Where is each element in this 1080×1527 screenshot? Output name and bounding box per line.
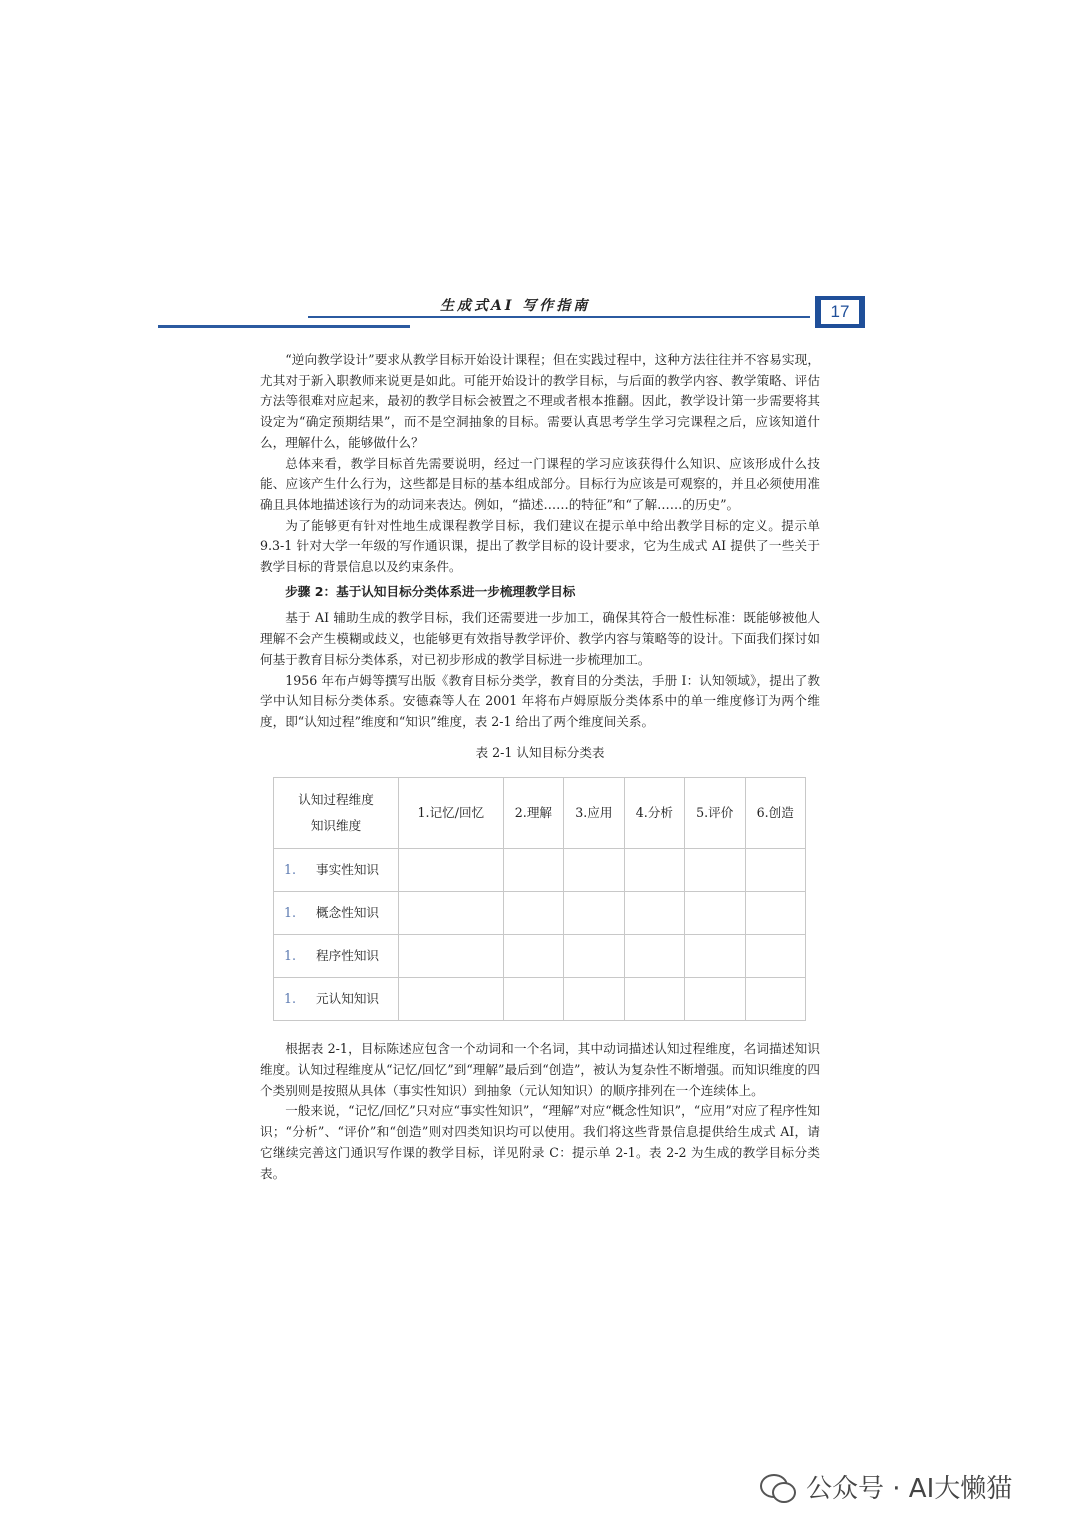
table-cell xyxy=(685,978,745,1021)
row-number: 1. xyxy=(284,905,297,920)
table-caption: 表 2-1 认知目标分类表 xyxy=(475,744,605,760)
page-number-box xyxy=(815,296,865,328)
table-row xyxy=(274,978,806,1021)
table-row xyxy=(274,849,806,892)
table-cell xyxy=(564,892,624,935)
column-header: 3.应用 xyxy=(564,778,624,849)
table-row xyxy=(274,935,806,978)
column-header: 1.记忆/回忆 xyxy=(399,778,504,849)
table-cell xyxy=(745,849,806,892)
row-label: 概念性知识 xyxy=(316,905,379,920)
paragraph: 根据表 2-1，目标陈述应包含一个动词和一个名词，其中动词描述认知过程维度，名词描述知识维度。认知过程维度从“记忆/回忆”到“理解”最后到“创造”，被认为复杂性不断增强。而知识维度的四个类别则是按照从具体（事实性知识）到抽象（元认知知识）的顺序排列在一个连续体上。 xyxy=(260,1041,820,1098)
row-label: 事实性知识 xyxy=(316,862,379,877)
table-cell xyxy=(503,978,563,1021)
column-header: 2.理解 xyxy=(503,778,563,849)
row-label-cell xyxy=(274,849,399,892)
row-label-cell xyxy=(274,935,399,978)
table-cell xyxy=(624,935,684,978)
wechat-icon xyxy=(760,1472,796,1502)
table-cell xyxy=(399,978,504,1021)
table-cell xyxy=(399,935,504,978)
row-label-cell xyxy=(274,892,399,935)
paragraph: 1956 年布卢姆等撰写出版《教育目标分类学，教育目的分类法，手册 I：认知领域》，提出了教学中认知目标分类体系。安德森等人在 2001 年将布卢姆原版分类体系中的单一维度修订为两个维度，即“认知过程”维度和“知识”维度，表 2-1 给出了两个维度间关系。 xyxy=(260,672,820,729)
taxonomy-table xyxy=(273,777,806,1021)
table-row xyxy=(274,892,806,935)
table-cell xyxy=(685,849,745,892)
corner-top-label: 认知过程维度 xyxy=(298,792,374,808)
table-cell xyxy=(564,849,624,892)
row-number: 1. xyxy=(284,948,297,963)
table-corner-cell xyxy=(274,778,399,849)
table-cell xyxy=(624,892,684,935)
paragraph: 一般来说，“记忆/回忆”只对应“事实性知识”，“理解”对应“概念性知识”，“应用”对应了程序性知识；“分析”、“评价”和“创造”则对四类知识均可以使用。我们将这些背景信息提供给生成式 AI，请它继续完善这门通识写作课的教学目标，详见附录 C：提示单 2-1。表 2-2 为生成的教学目标分类表。 xyxy=(260,1103,820,1181)
corner-bottom-label: 知识维度 xyxy=(310,818,362,834)
table-cell xyxy=(685,935,745,978)
row-label: 程序性知识 xyxy=(316,948,379,963)
paragraph: 基于 AI 辅助生成的教学目标，我们还需要进一步加工，确保其符合一般性标准：既能够被他人理解不会产生模糊或歧义，也能够更有效指导教学评价、教学内容与策略等的设计。下面我们探讨如何基于教育目标分类体系，对已初步形成的教学目标进一步梳理加工。 xyxy=(260,610,820,667)
table-header-row xyxy=(274,778,806,849)
header-rule-thin xyxy=(308,316,810,318)
watermark-text: 公众号 · AI大懒猫 xyxy=(806,1474,1013,1504)
watermark xyxy=(760,1468,1012,1505)
section-heading: 步骤 2：基于认知目标分类体系进一步梳理教学目标 xyxy=(285,583,576,599)
column-header: 6.创造 xyxy=(745,778,806,849)
table-cell xyxy=(503,935,563,978)
page-number: 17 xyxy=(821,300,859,324)
table-cell xyxy=(503,849,563,892)
table-cell xyxy=(624,849,684,892)
column-header: 4.分析 xyxy=(624,778,684,849)
body-content xyxy=(260,350,820,1184)
table-cell xyxy=(745,978,806,1021)
table-cell xyxy=(503,892,563,935)
table-cell xyxy=(745,892,806,935)
paragraph: 总体来看，教学目标首先需要说明，经过一门课程的学习应该获得什么知识、应该形成什么技能、应该产生什么行为，这些都是目标的基本组成部分。目标行为应该是可观察的，并且必须使用准确且具体地描述该行为的动词来表达。例如，“描述……的特征”和“了解……的历史”。 xyxy=(260,455,820,512)
row-label-cell xyxy=(274,978,399,1021)
running-header-title: 生成式AI 写作指南 xyxy=(440,298,591,314)
table-cell xyxy=(399,849,504,892)
header-rule-thick xyxy=(158,325,410,328)
table-cell xyxy=(564,935,624,978)
row-number: 1. xyxy=(284,862,297,877)
table-cell xyxy=(745,935,806,978)
table-cell xyxy=(564,978,624,1021)
row-number: 1. xyxy=(284,991,297,1006)
column-header: 5.评价 xyxy=(685,778,745,849)
row-label: 元认知知识 xyxy=(316,991,379,1006)
paragraph: 为了能够更有针对性地生成课程教学目标，我们建议在提示单中给出教学目标的定义。提示单9.3-1 针对大学一年级的写作通识课，提出了教学目标的设计要求，它为生成式 AI 提供了一些关于教学目标的背景信息以及约束条件。 xyxy=(260,517,820,575)
after-table-text xyxy=(260,1039,820,1184)
table-cell xyxy=(685,892,745,935)
table-cell xyxy=(399,892,504,935)
table-cell xyxy=(624,978,684,1021)
paragraph: “逆向教学设计”要求从教学目标开始设计课程；但在实践过程中，这种方法往往并不容易实现，尤其对于新入职教师来说更是如此。可能开始设计的教学目标，与后面的教学内容、教学策略、评估方法等很难对应起来，最初的教学目标会被置之不理或者根本推翻。因此，教学设计第一步需要将其设定为“确定预期结果”，而不是空洞抽象的目标。需要认真思考学生学习完课程之后，应该知道什么，理解什么，能够做什么？ xyxy=(260,352,820,450)
